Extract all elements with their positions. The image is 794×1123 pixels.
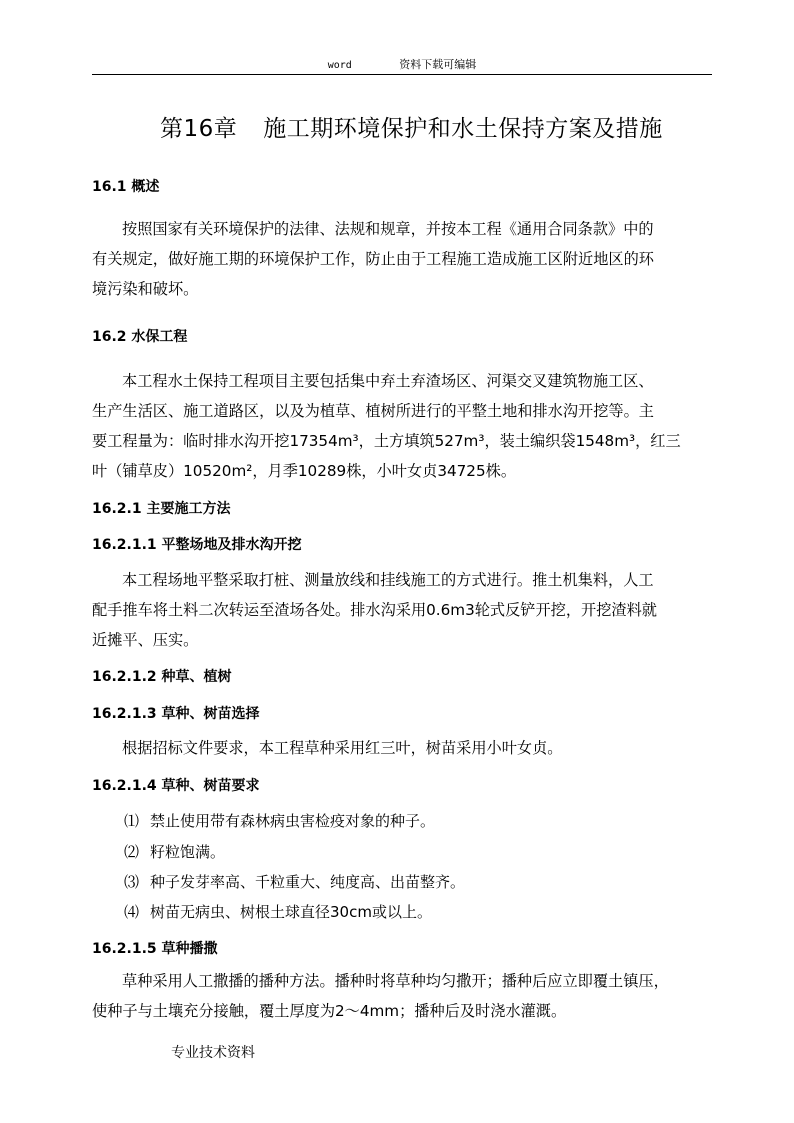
section-heading-16-2-1-5: 16.2.1.5 草种播撒	[92, 941, 218, 957]
chapter-title	[160, 110, 663, 143]
section-heading-16-2-1-4: 16.2.1.4 草种、树苗要求	[92, 778, 260, 794]
body-line: 叶（铺草皮）10520m²，月季10289株，小叶女贞34725株。	[92, 462, 517, 480]
body-line: 本工程场地平整采取打桩、测量放线和挂线施工的方式进行。推土机集料，人工	[122, 571, 654, 589]
list-marker: ⑷	[124, 903, 140, 921]
list-item-text: 种子发芽率高、千粒重大、纯度高、出苗整齐。	[150, 873, 466, 891]
header-word: word	[327, 60, 352, 71]
list-marker: ⑶	[124, 873, 140, 891]
section-heading-16-2-1-2: 16.2.1.2 种草、植树	[92, 669, 232, 685]
section-16-2-body	[92, 366, 714, 486]
body-line: 按照国家有关环境保护的法律、法规和规章，并按本工程《通用合同条款》中的	[122, 220, 654, 238]
body-line: 境污染和破坏。	[92, 280, 199, 298]
list-item	[124, 871, 465, 892]
section-heading-16-2: 16.2 水保工程	[92, 329, 188, 345]
list-item-text: 籽粒饱满。	[150, 843, 226, 861]
list-item	[124, 810, 435, 831]
list-item-text: 树苗无病虫、树根土球直径30cm或以上。	[150, 903, 432, 921]
body-line: 生产生活区、施工道路区，以及为植草、植树所进行的平整土地和排水沟开挖等。主	[92, 402, 654, 420]
section-heading-16-2-1-3: 16.2.1.3 草种、树苗选择	[92, 706, 260, 722]
chapter-number: 第16章	[160, 116, 238, 142]
section-16-2-1-1-body	[92, 565, 714, 655]
body-line: 使种子与土壤充分接触，覆土厚度为2～4mm；播种后及时浇水灌溉。	[92, 1002, 567, 1020]
section-16-1-body	[92, 214, 714, 304]
body-line: 近摊平、压实。	[92, 631, 199, 649]
list-item-text: 禁止使用带有森林病虫害检疫对象的种子。	[150, 812, 436, 830]
body-line: 草种采用人工撒播的播种方法。播种时将草种均匀撒开；播种后应立即覆土镇压，	[122, 972, 669, 990]
list-marker: ⑴	[124, 812, 140, 830]
list-item	[124, 901, 432, 922]
body-line: 配手推车将土料二次转运至渣场各处。排水沟采用0.6m3轮式反铲开挖，开挖渣料就	[92, 601, 657, 619]
section-heading-16-2-1-1: 16.2.1.1 平整场地及排水沟开挖	[92, 537, 302, 553]
list-item	[124, 841, 225, 862]
body-line: 根据招标文件要求，本工程草种采用红三叶，树苗采用小叶女贞。	[122, 739, 563, 757]
page-header	[92, 56, 712, 74]
body-line: 本工程水土保持工程项目主要包括集中弃土弃渣场区、河渠交叉建筑物施工区、	[122, 372, 654, 390]
body-line: 要工程量为：临时排水沟开挖17354m³，土方填筑527m³，装土编织袋1548m³，红三	[92, 432, 681, 450]
body-line: 有关规定，做好施工期的环境保护工作，防止由于工程施工造成施工区附近地区的环	[92, 250, 654, 268]
section-heading-16-2-1: 16.2.1 主要施工方法	[92, 501, 231, 517]
header-text: 资料下载可编辑	[399, 58, 477, 71]
list-marker: ⑵	[124, 843, 140, 861]
chapter-title-text: 施工期环境保护和水土保持方案及措施	[263, 116, 663, 142]
section-heading-16-1: 16.1 概述	[92, 179, 160, 195]
section-16-2-1-5-body	[92, 966, 714, 1026]
page-footer: 专业技术资料	[171, 1045, 255, 1061]
section-16-2-1-3-body	[92, 733, 714, 763]
header-rule	[92, 74, 712, 75]
